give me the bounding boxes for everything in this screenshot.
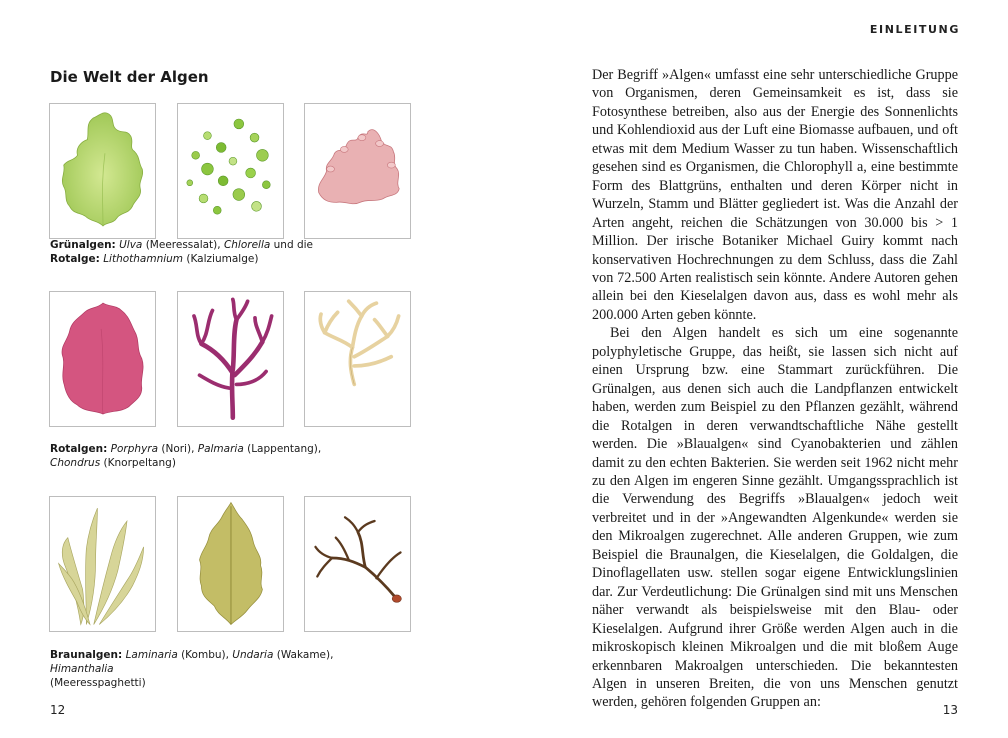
caption-run: (Nori), <box>158 443 198 455</box>
himanthalia-illustration <box>304 496 411 632</box>
paragraph-1: Der Begriff »Algen« umfasst eine sehr unterschiedliche Gruppe von Organismen, deren Gemeinsamkeit es ist, dass sie Fotosynthese betreiben, also aus der Energie des Sonnenlichts und Kohlendioxid aus der Luft eine Biomasse aufbauen, und oft etwas mit dem Medium Wasser zu tun haben. Wissenschaftlich gesehen sind es Organismen, die Chlorophyll a, eine bestimmte Form des Blattgrüns, enthalten und deren Körper nicht in Wurzeln, Stamm und Blätter gegliedert ist. Was die Anzahl der Arten angeht, reichen die Schätzungen von 30.000 bis > 1 Million. Der irische Botaniker Michael Guiry kommt nach konservativen Hochrechnungen zu dem Schluss, dass die Zahl von 72.500 Arten realistisch sein könnte. Andere Autoren gehen allein bei den Kieselalgen davon aus, dass es wohl mehr als 200.000 Arten geben könnte. <box>592 67 958 323</box>
caption-run: Braunalgen: <box>50 649 123 661</box>
chlorella-illustration <box>177 103 284 239</box>
caption-row-3 <box>50 648 340 690</box>
caption-run: Laminaria <box>125 649 178 661</box>
caption-text <box>50 649 333 689</box>
right-page-number: 13 <box>942 703 958 717</box>
caption-run: Grünalgen: <box>50 239 116 251</box>
page-title: Die Welt der Algen <box>50 68 209 86</box>
caption-run: Palmaria <box>197 443 244 455</box>
caption-text <box>50 239 313 265</box>
section-header: EINLEITUNG <box>869 23 960 36</box>
left-page-number: 12 <box>50 703 66 717</box>
chondrus-illustration <box>304 291 411 427</box>
caption-run: Rotalge: <box>50 253 100 265</box>
undaria-illustration <box>177 496 284 632</box>
caption-run: Chondrus <box>50 457 101 469</box>
caption-run: Himanthalia <box>50 663 114 675</box>
lithothamnium-illustration <box>304 103 411 239</box>
caption-run: (Lappentang), <box>243 443 322 455</box>
caption-run: Lithothamnium <box>103 253 184 265</box>
caption-run: (Kombu), <box>177 649 233 661</box>
caption-run: (Kalziumalge) <box>183 253 259 265</box>
caption-run: und die <box>270 239 314 251</box>
ulva-illustration <box>49 103 156 239</box>
caption-run: Rotalgen: <box>50 443 108 455</box>
caption-run: Ulva <box>119 239 143 251</box>
caption-text <box>50 443 321 469</box>
caption-run: (Knorpeltang) <box>100 457 176 469</box>
caption-run: (Meeresspaghetti) <box>50 677 146 689</box>
caption-run: Porphyra <box>110 443 159 455</box>
caption-row-2 <box>50 442 340 470</box>
laminaria-illustration <box>49 496 156 632</box>
caption-run: Chlorella <box>223 239 271 251</box>
caption-run: Undaria <box>232 649 274 661</box>
caption-run: (Wakame), <box>273 649 334 661</box>
caption-row-1 <box>50 238 340 266</box>
porphyra-illustration <box>49 291 156 427</box>
caption-run: (Meeressalat), <box>142 239 224 251</box>
palmaria-illustration <box>177 291 284 427</box>
body-text <box>592 66 958 712</box>
paragraph-2: Bei den Algen handelt es sich um eine sogenannte polyphyletische Gruppe, das heißt, sie lassen sich nicht auf einen Ursprung bzw. eine Stammart zurückführen. Die Grünalgen, aus denen sich auch die Landpflanzen entwickelt haben, werden zum Beispiel zu den Pflanzen gezählt, während die Rotalgen in deren verwandtschaftliche Nähe gestellt werden. Die »Blaualgen« sind Cyanobakterien und zählen damit zu den echten Bakterien. Sie werden seit 1962 nicht mehr zu den Algen im engeren Sinne gezählt. Umgangssprachlich ist die Verwendung des Begriffs »Blaualgen« jedoch weit verbreitet und in der »Angewandten Algenkunde« werden sie den Mikroalgen zugerechnet. Alle anderen Gruppen, wie zum Beispiel die Braunalgen, die Kieselalgen, die Goldalgen, die Dinoflagellaten usw. stellen sogar eigene Entwicklungslinien dar. Zur Verdeutlichung: Die Grünalgen sind mit uns Menschen näher verwandt als beispielsweise mit den Blau- oder Kieselalgen. Aufgrund ihrer Größe werden Algen auch in die mikroskopisch kleinen Mikroalgen und die mit bloßem Auge erkennbaren Makroalgen unterschieden. Die bekanntesten Algen in unseren Breiten, die von uns Menschen genutzt werden, gehören folgenden Gruppen an: <box>592 325 958 711</box>
